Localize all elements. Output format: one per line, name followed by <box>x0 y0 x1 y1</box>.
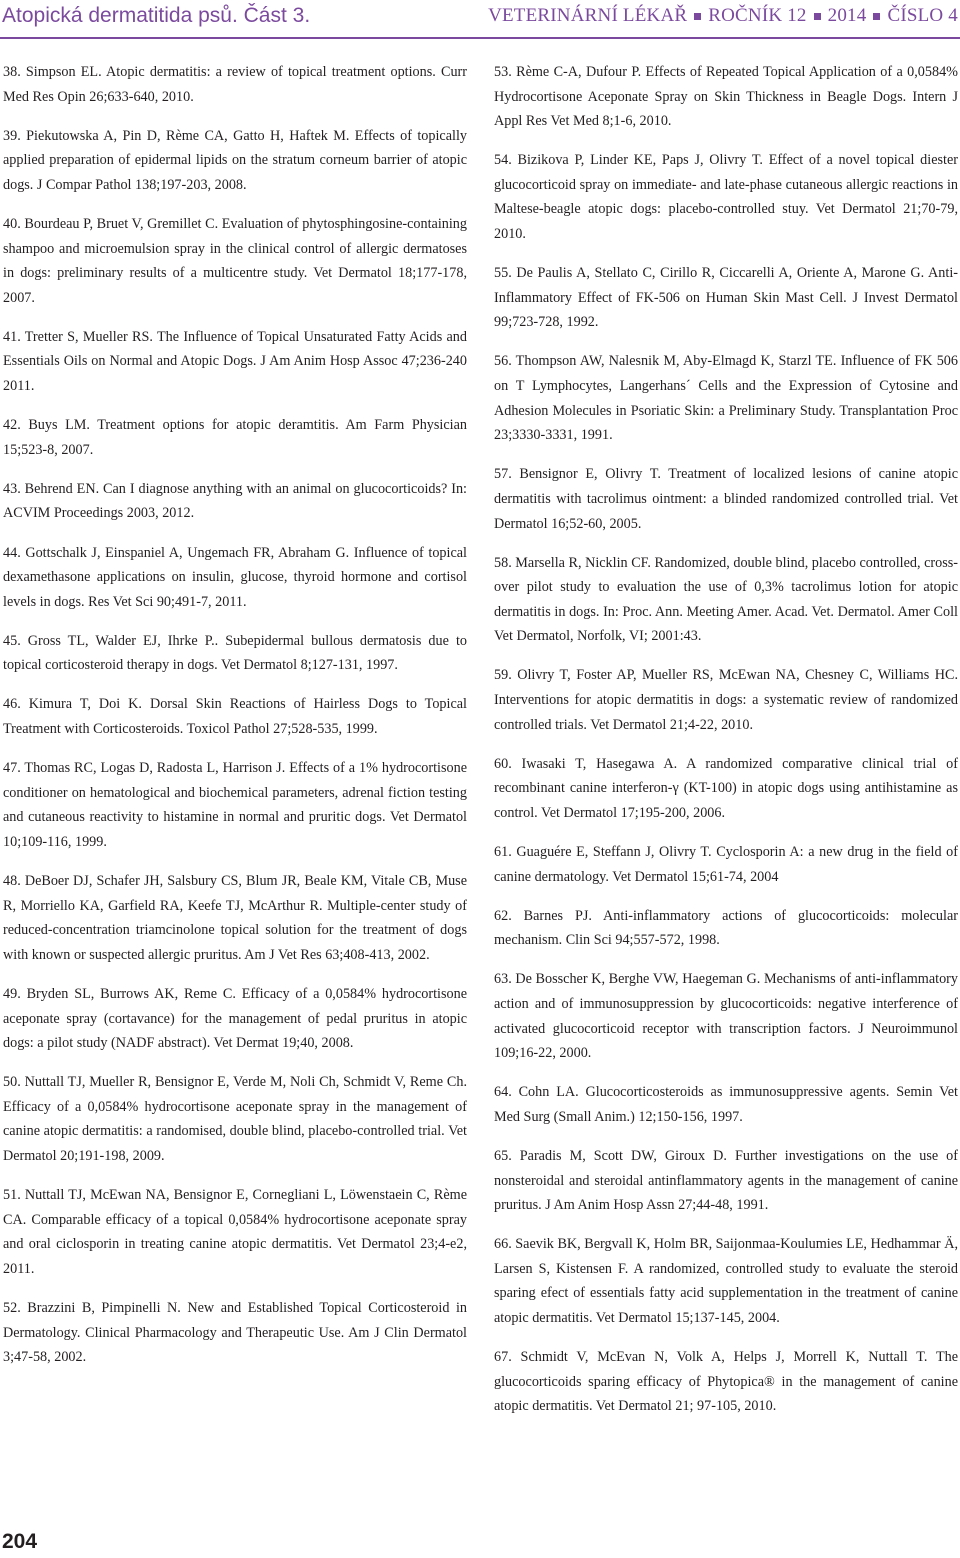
separator-square-icon <box>873 13 880 20</box>
separator-square-icon <box>814 13 821 20</box>
reference-60: 60. Iwasaki T, Hasegawa A. A randomized comparative clinical trial of recombinant canine interferon-γ (KT-100) in atopic dogs using antihistamine as control. Vet Dermatol 17;195-200, 2006. <box>494 755 958 821</box>
reference-51: 51. Nuttall TJ, McEwan NA, Bensignor E, Cornegliani L, Löwenstaein C, Rème CA. Comparable efficacy of a topical 0,0584% hydrocortisone aceponate spray and oral ciclosporin in treating canine atopic dermatitis. Vet Dermatol 23;4-e2, 2011. <box>3 1187 467 1277</box>
article-title: Atopická dermatitida psů. Část 3. <box>2 4 311 27</box>
reference-44: 44. Gottschalk J, Einspaniel A, Ungemach FR, Abraham G. Influence of topical dexamethasone applications on insulin, glucose, thyroid hormone and cortisol levels in dogs. Res Vet Sci 90;491-7, 2011. <box>3 544 467 610</box>
reference-41: 41. Tretter S, Mueller RS. The Influence of Topical Unsaturated Fatty Acids and Essentials Oils on Normal and Atopic Dogs. J Am Anim Hosp Assoc 47;236-240 2011. <box>3 328 467 395</box>
journal-name: VETERINÁRNÍ LÉKAŘ <box>488 5 688 26</box>
references-left-column <box>3 60 467 1384</box>
reference-38: 38. Simpson EL. Atopic dermatitis: a review of topical treatment options. Curr Med Res Opin 26;633-640, 2010. <box>3 64 467 105</box>
reference-54: 54. Bizikova P, Linder KE, Paps J, Olivry T. Effect of a novel topical diester glucocorticoid spray on immediate- and late-phase cutaneous allergic reactions in Maltese-beagle atopic dogs: placebo-controlled stuy. Vet Dermatol 21;70-79, 2010. <box>494 152 958 243</box>
issue: ČÍSLO 4 <box>887 5 958 26</box>
journal-info <box>488 5 958 27</box>
reference-63: 63. De Bosscher K, Berghe VW, Haegeman G. Mechanisms of anti-inflammatory action and of immunosuppression by glucocorticoids: negative interference of activated glucocorticoid receptor with transcription factors. J Neuroimmunol 109;16-22, 2000. <box>494 971 958 1062</box>
reference-66: 66. Saevik BK, Bergvall K, Holm BR, Saijonmaa-Koulumies LE, Hedhammar Ä, Larsen S, Kistensen F. A randomized, controlled study to evaluate the steroid sparing efect of essentials fatty acid supplementation in the treatment of canine atopic dermatitis. Vet Dermatol 15;137-145, 2004. <box>494 1236 958 1327</box>
reference-55: 55. De Paulis A, Stellato C, Cirillo R, Ciccarelli A, Oriente A, Marone G. Anti-Inflammatory Effect of FK-506 on Human Skin Mast Cell. J Invest Dermatol 99;723-728, 1992. <box>494 265 958 331</box>
reference-65: 65. Paradis M, Scott DW, Giroux D. Further investigations on the use of nonsteroidal and steroidal antinflammatory agents in the management of canine pruritus. J Am Anim Hosp Assn 27;44-48, 1991. <box>494 1147 958 1214</box>
reference-53: 53. Rème C-A, Dufour P. Effects of Repeated Topical Application of a 0,0584% Hydrocortisone Aceponate Spray on Skin Thickness in Beagle Dogs. Intern J Appl Res Vet Med 8;1-6, 2010. <box>494 64 958 130</box>
reference-64: 64. Cohn LA. Glucocorticosteroids as immunosuppressive agents. Semin Vet Med Surg (Small Anim.) 12;150-156, 1997. <box>494 1084 958 1125</box>
reference-47: 47. Thomas RC, Logas D, Radosta L, Harrison J. Effects of a 1% hydrocortisone conditioner on hematological and biochemical parameters, adrenal fiction testing and cutaneous reactivity to histamine in normal and pruritic dogs. Vet Dermatol 10;109-116, 1999. <box>3 760 467 850</box>
reference-43: 43. Behrend EN. Can I diagnose anything with an animal on glucocorticoids? In: ACVIM Proceedings 2003, 2012. <box>3 480 467 522</box>
reference-57: 57. Bensignor E, Olivry T. Treatment of localized lesions of canine atopic dermatitis with tacrolimus ointment: a blinded randomized controlled trial. Vet Dermatol 16;52-60, 2005. <box>494 466 958 532</box>
reference-42: 42. Buys LM. Treatment options for atopic deramtitis. Am Farm Physician 15;523-8, 2007. <box>3 417 467 458</box>
reference-62: 62. Barnes PJ. Anti-inflammatory actions of glucocorticoids: molecular mechanism. Clin Sci 94;557-572, 1998. <box>494 907 958 949</box>
running-header <box>0 0 960 38</box>
reference-58: 58. Marsella R, Nicklin CF. Randomized, double blind, placebo controlled, cross-over pilot study to evaluation the use of 0,3% tacrolimus lotion for atopic dermatitis in dogs. In: Proc. Ann. Meeting Amer. Acad. Vet. Dermatol. Amer Coll Vet Dermatol, Norfolk, VI; 2001:43. <box>494 554 958 645</box>
separator-square-icon <box>694 13 701 20</box>
reference-49: 49. Bryden SL, Burrows AK, Reme C. Efficacy of a 0,0584% hydrocortisone aceponate spray (cortavance) for the management of pedal pruritus in atopic dogs: a pilot study (NADF abstract). Vet Dermat 19;40, 2008. <box>3 985 467 1052</box>
reference-61: 61. Guaguére E, Steffann J, Olivry T. Cyclosporin A: a new drug in the field of canine dermatology. Vet Dermatol 15;61-74, 2004 <box>494 844 958 885</box>
reference-50: 50. Nuttall TJ, Mueller R, Bensignor E, Verde M, Noli Ch, Schmidt V, Reme Ch. Efficacy of a 0,0584% hydrocortisone aceponate spray in the management of canine atopic dermatitis: a randomised, double blind, placebo-controlled trial. Vet Dermatol 20;191-198, 2009. <box>3 1074 467 1164</box>
reference-46: 46. Kimura T, Doi K. Dorsal Skin Reactions of Hairless Dogs to Topical Treatment with Corticosteroids. Toxicol Pathol 27;528-535, 1999. <box>3 696 467 738</box>
reference-56: 56. Thompson AW, Nalesnik M, Aby-Elmagd K, Starzl TE. Influence of FK 506 on T Lymphocytes, Langerhans´ Cells and the Expression of Cytosine and Adhesion Molecules in Psoriatic Skin: a Preliminary Study. Transplantation Proc 23;3330-3331, 1991. <box>494 353 958 444</box>
reference-52: 52. Brazzini B, Pimpinelli N. New and Established Topical Corticosteroid in Dermatology. Clinical Pharmacology and Therapeutic Use. Am J Clin Dermatol 3;47-58, 2002. <box>3 1299 467 1366</box>
reference-67: 67. Schmidt V, McEvan N, Volk A, Helps J, Morrell K, Nuttall T. The glucocorticoids sparing efficacy of Phytopica® in the management of canine atopic dermatitis. Vet Dermatol 21; 97-105, 2010. <box>494 1349 958 1415</box>
year: 2014 <box>827 5 867 26</box>
reference-59: 59. Olivry T, Foster AP, Mueller RS, McEwan NA, Chesney C, Williams HC. Interventions for atopic dermatitis in dogs: a systematic review of randomized controlled trials. Vet Dermatol 21;4-22, 2010. <box>494 667 958 733</box>
page-number: 204 <box>2 1530 38 1553</box>
reference-48: 48. DeBoer DJ, Schafer JH, Salsbury CS, Blum JR, Beale KM, Vitale CB, Muse R, Morriello KA, Garfield RA, Keefe TJ, McArthur R. Multiple-center study of reduced-concentration triamcinolone topical solution for the treatment of dogs with known or suspected allergic pruritus. Am J Vet Res 63;408-413, 2002. <box>3 873 467 963</box>
references-right-column <box>494 60 958 1433</box>
reference-45: 45. Gross TL, Walder EJ, Ihrke P.. Subepidermal bullous dermatosis due to topical corticosteroid therapy in dogs. Vet Dermatol 8;127-131, 1997. <box>3 632 467 674</box>
reference-39: 39. Piekutowska A, Pin D, Rème CA, Gatto H, Haftek M. Effects of topically applied preparation of epidermal lipids on the stratum corneum barrier of atopic dogs. J Compar Pathol 138;197-203, 2008. <box>3 127 467 193</box>
volume: ROČNÍK 12 <box>708 5 807 26</box>
header-rule <box>0 37 960 39</box>
reference-40: 40. Bourdeau P, Bruet V, Gremillet C. Evaluation of phytosphingosine-containing shampoo and microemulsion spray in the clinical control of allergic dermatoses in dogs: preliminary results of a multicentre study. Vet Dermatol 18;177-178, 2007. <box>3 215 467 306</box>
